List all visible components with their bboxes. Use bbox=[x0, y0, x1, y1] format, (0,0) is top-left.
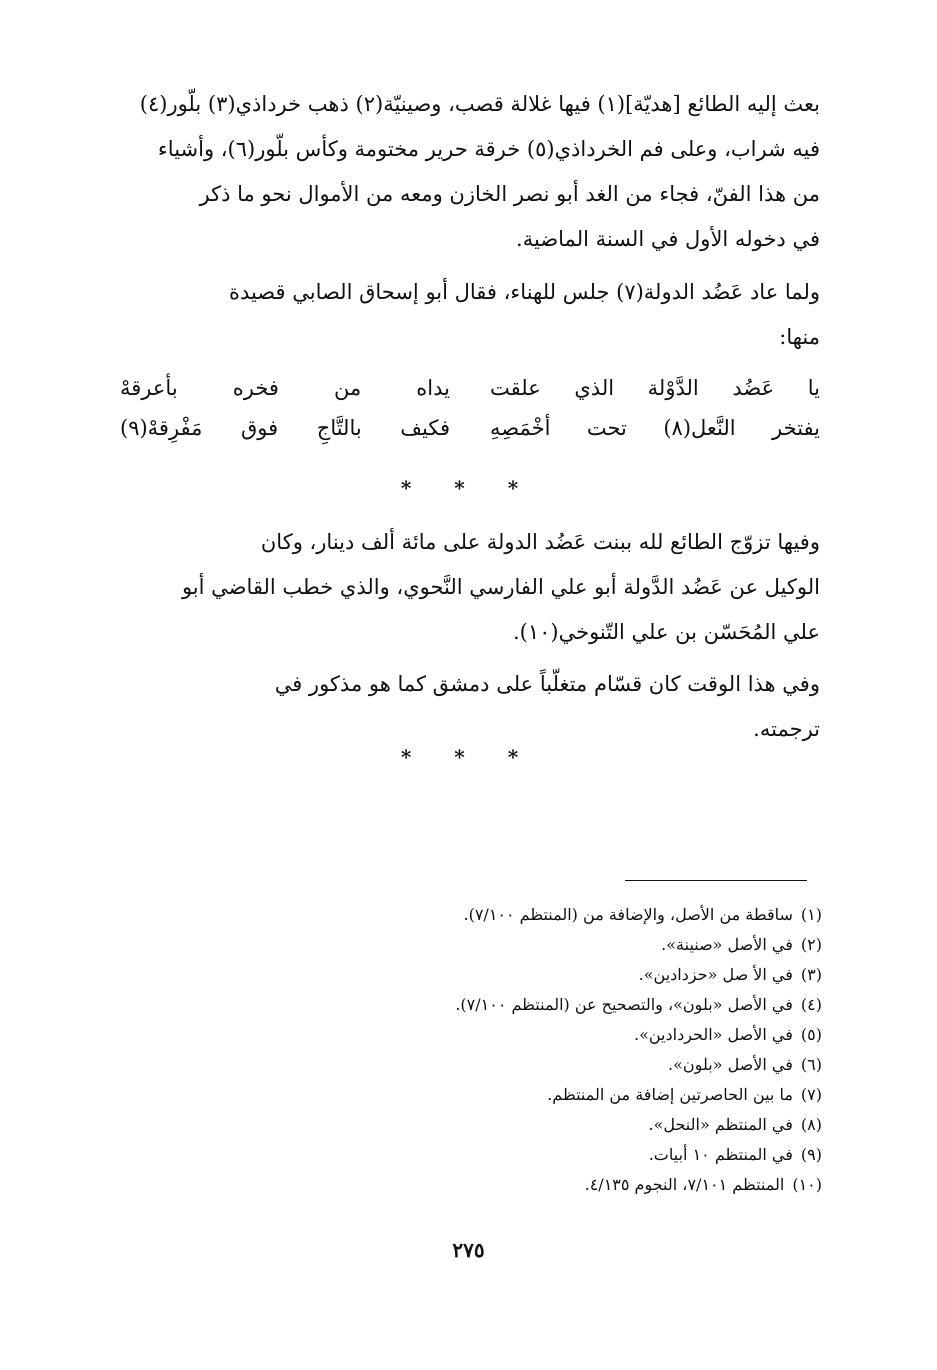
paragraph-return bbox=[120, 270, 820, 360]
section-separator: * * * bbox=[400, 476, 537, 500]
footnotes bbox=[300, 900, 822, 1200]
footnote-number: (٢) bbox=[800, 935, 822, 954]
footnote-number: (٨) bbox=[800, 1115, 822, 1134]
footnote-number: (١٠) bbox=[792, 1175, 822, 1194]
footnote bbox=[300, 1020, 822, 1050]
footnote bbox=[300, 990, 822, 1020]
paragraph-gifts bbox=[120, 82, 820, 262]
footnote bbox=[300, 1140, 822, 1170]
section-separator: * * * bbox=[400, 745, 537, 769]
poem bbox=[120, 368, 820, 448]
text-line: منها: bbox=[779, 325, 820, 349]
footnote-number: (١) bbox=[800, 905, 822, 924]
verse-first-hemistich: يفتخر النَّعل(٨) تحت أخْمَصِهِ bbox=[490, 416, 820, 440]
verse-first-hemistich: يا عَضُد الدَّوْلة الذي علقت bbox=[490, 376, 820, 400]
footnote-number: (٧) bbox=[800, 1085, 822, 1104]
footnote-text: في الأصل «صنينة». bbox=[661, 935, 793, 954]
verse-second-hemistich: يداه من فخره بأعرقهْ bbox=[120, 376, 450, 400]
page-number: ٢٧٥ bbox=[452, 1238, 485, 1262]
footnote-number: (٦) bbox=[800, 1055, 822, 1074]
text-line: فيه شراب، وعلى فم الخرداذي(٥) خرقة حرير مختومة وكأس بلّور(٦)، وأشياء bbox=[157, 137, 820, 161]
footnote bbox=[300, 1110, 822, 1140]
footnote-text: في الأصل «بلون»، والتصحيح عن (المنتظم ٧/١٠٠). bbox=[455, 995, 793, 1014]
footnote-text: المنتظم ٧/١٠١، النجوم ٤/١٣٥. bbox=[584, 1175, 785, 1194]
poem-verse bbox=[120, 368, 820, 408]
footnote-text: في المنتظم «النحل». bbox=[648, 1115, 793, 1134]
footnote-number: (٩) bbox=[800, 1145, 822, 1164]
footnote bbox=[300, 1050, 822, 1080]
text-line: وفيها تزوّج الطائع لله ببنت عَضُد الدولة على مائة ألف دينار، وكان bbox=[260, 530, 820, 554]
footnote-text: في الأصل «بلون». bbox=[668, 1055, 793, 1074]
text-line: ولما عاد عَضُد الدولة(٧) جلس للهناء، فقال أبو إسحاق الصابي قصيدة bbox=[228, 280, 820, 304]
text-line: علي المُحَسّن بن علي التّنوخي(١٠). bbox=[512, 620, 820, 644]
text-line: الوكيل عن عَضُد الدَّولة أبو علي الفارسي النَّحوي، والذي خطب القاضي أبو bbox=[181, 575, 820, 599]
footnote-number: (٥) bbox=[800, 1025, 822, 1044]
text-line: من هذا الفنّ، فجاء من الغد أبو نصر الخازن ومعه من الأموال نحو ما ذكر bbox=[199, 182, 820, 206]
footnote-text: في الأصل «الحردادين». bbox=[634, 1025, 793, 1044]
footnote bbox=[300, 930, 822, 960]
footnote-text: في المنتظم ١٠ أبيات. bbox=[648, 1145, 793, 1164]
footnote bbox=[300, 960, 822, 990]
footnote bbox=[300, 1170, 822, 1200]
footnote-text: ساقطة من الأصل، والإضافة من (المنتظم ٧/١٠٠). bbox=[463, 905, 793, 924]
text-line: وفي هذا الوقت كان قسّام متغلّباً على دمشق كما هو مذكور في bbox=[274, 672, 820, 696]
footnote-number: (٣) bbox=[800, 965, 822, 984]
footnote bbox=[300, 1080, 822, 1110]
poem-verse bbox=[120, 408, 820, 448]
paragraph-marriage bbox=[120, 520, 820, 655]
paragraph-damascus bbox=[120, 662, 820, 752]
footnote-text: ما بين الحاصرتين إضافة من المنتظم. bbox=[547, 1085, 793, 1104]
text-line: ترجمته. bbox=[753, 717, 820, 741]
text-line: بعث إليه الطائع [هديّة](١) فيها غلالة قصب، وصينيّة(٢) ذهب خرداذي(٣) بلّور(٤) bbox=[139, 92, 820, 116]
footnote-number: (٤) bbox=[800, 995, 822, 1014]
footnote bbox=[300, 900, 822, 930]
footnote-text: في الأ صل «حزدادين». bbox=[638, 965, 793, 984]
verse-second-hemistich: فكيف بالتَّاجِ فوق مَفْرِقهْ(٩) bbox=[120, 416, 450, 440]
footnote-rule bbox=[625, 880, 807, 881]
text-line: في دخوله الأول في السنة الماضية. bbox=[516, 227, 820, 251]
